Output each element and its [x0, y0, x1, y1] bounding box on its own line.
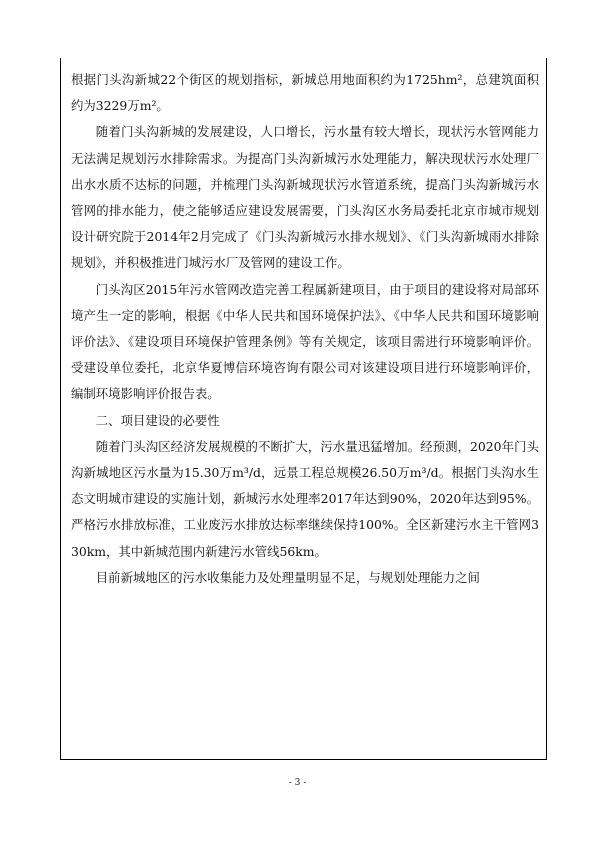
document-body	[71, 67, 539, 591]
paragraph-current-capacity: 目前新城地区的污水收集能力及处理量明显不足，与规划处理能力之间	[95, 569, 480, 585]
page-number: - 3 -	[288, 778, 307, 788]
paragraph-eia-requirement: 门头沟区2015年污水管网改造完善工程属新建项目，由于项目的建设将对局部环境产生一定的影响，根据《中华人民共和国环境保护法》、《中华人民共和国环境影响评价法》、《建设项目环境保护管理条例》等有关规定，该项目需进行环境影响评价。受建设单位委托，北京华夏博信环境咨询有限公司对该建设项目进行环境影响评价，编制环境影响评价报告表。	[71, 281, 539, 402]
paragraph-necessity: 随着门头沟区经济发展规模的不断扩大，污水量迅猛增加。经预测，2020年门头沟新城地区污水量为15.30万m³/d，远景工程总规模26.50万m³/d。根据门头沟水生态文明城市建设的实施计划，新城污水处理率2017年达到90%，2020年达到95%。严格污水排放标准，工业废污水排放达标率继续保持100%。全区新建污水主干管网330km，其中新城范围内新建污水管线56km。	[71, 438, 539, 559]
paragraph-area-indicators: 根据门头沟新城22个街区的规划指标，新城总用地面积约为1725hm²，总建筑面积约为3229万m²。	[71, 72, 539, 114]
frame-bottom-border	[60, 759, 547, 760]
paragraph-background: 随着门头沟新城的发展建设，人口增长，污水量有较大增长，现状污水管网能力无法满足规划污水排除需求。为提高门头沟新城污水处理能力，解决现状污水处理厂出水水质不达标的问题，并梳理门头沟新城现状污水管道系统，提高门头沟新城污水管网的排水能力，使之能够适应建设发展需要，门头沟区水务局委托北京市城市规划设计研究院于2014年2月完成了《门头沟新城污水排水规划》、《门头沟新城雨水排除规划》，并积极推进门城污水厂及管网的建设工作。	[71, 124, 539, 271]
section-heading-necessity: 二、项目建设的必要性	[95, 412, 220, 428]
